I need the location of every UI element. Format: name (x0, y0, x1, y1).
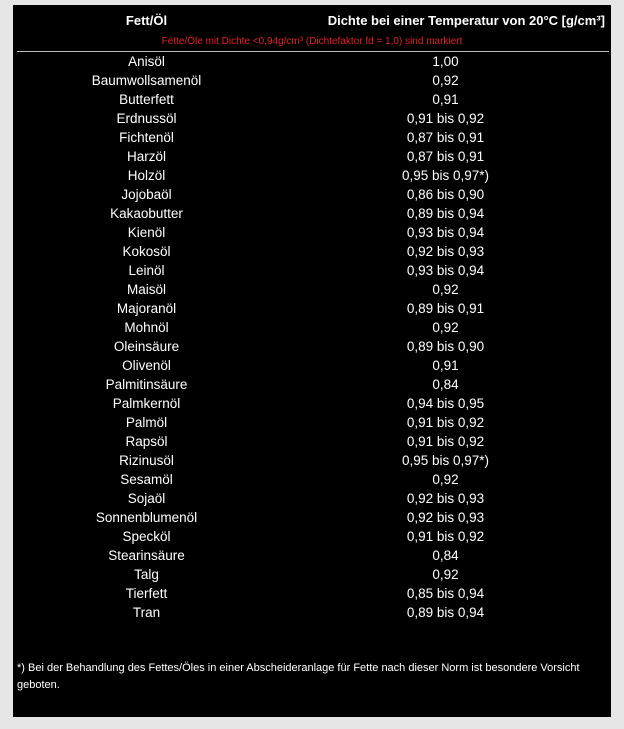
table-row (13, 52, 611, 71)
cell-density-value: 0,89 bis 0,90 (406, 339, 485, 354)
cell-fat-oil-name: Sonnenblumenöl (95, 510, 198, 525)
table-row (13, 584, 611, 603)
table-row (13, 508, 611, 527)
cell-fat-oil-name: Holzöl (127, 168, 166, 183)
table-row (13, 546, 611, 565)
cell-fat-oil-name: Fichtenöl (119, 130, 174, 145)
table-row (13, 242, 611, 261)
cell-density-value: 0,92 bis 0,93 (406, 510, 485, 525)
cell-density-value: 0,91 (432, 358, 459, 373)
cell-fat-oil-name: Maisöl (126, 282, 166, 297)
table-row (13, 128, 611, 147)
cell-fat-oil-name: Erdnussöl (116, 111, 177, 126)
table-row (13, 109, 611, 128)
cell-density-value: 0,92 (432, 73, 459, 88)
cell-fat-oil-name: Palmöl (125, 415, 168, 430)
cell-fat-oil-name: Olivenöl (122, 358, 171, 373)
cell-density-value: 0,89 bis 0,94 (406, 605, 485, 620)
table-row (13, 413, 611, 432)
table-row (13, 432, 611, 451)
cell-density-value: 0,91 bis 0,92 (406, 434, 485, 449)
cell-density-value: 1,00 (432, 54, 459, 69)
table-row (13, 166, 611, 185)
table-row (13, 394, 611, 413)
cell-density-value: 0,92 bis 0,93 (406, 491, 485, 506)
cell-density-value: 0,92 bis 0,93 (406, 244, 485, 259)
cell-fat-oil-name: Specköl (122, 529, 171, 544)
cell-fat-oil-name: Stearinsäure (108, 548, 185, 563)
cell-density-value: 0,92 (432, 282, 459, 297)
footnote: *) Bei der Behandlung des Fettes/Öles in einer Abscheideranlage für Fette nach dieser Norm ist besondere Vorsicht geboten. (17, 662, 580, 691)
cell-fat-oil-name: Baumwollsamenöl (91, 73, 202, 88)
cell-fat-oil-name: Kakaobutter (110, 206, 183, 221)
table-body (13, 52, 611, 622)
cell-fat-oil-name: Anisöl (128, 54, 165, 69)
cell-fat-oil-name: Palmkernöl (112, 396, 181, 411)
table-row (13, 299, 611, 318)
cell-fat-oil-name: Tran (132, 605, 161, 620)
table-row (13, 565, 611, 584)
cell-fat-oil-name: Sojaöl (127, 491, 166, 506)
table-row (13, 204, 611, 223)
cell-density-value: 0,95 bis 0,97*) (401, 453, 490, 468)
cell-density-value: 0,89 bis 0,91 (406, 301, 485, 316)
cell-density-value: 0,91 bis 0,92 (406, 415, 485, 430)
table-row (13, 603, 611, 622)
cell-density-value: 0,87 bis 0,91 (406, 130, 485, 145)
table-row (13, 318, 611, 337)
table-row (13, 223, 611, 242)
cell-density-value: 0,91 bis 0,92 (406, 111, 485, 126)
table-row (13, 280, 611, 299)
table-row (13, 185, 611, 204)
cell-fat-oil-name: Tierfett (125, 586, 168, 601)
cell-fat-oil-name: Talg (134, 567, 159, 582)
cell-density-value: 0,93 bis 0,94 (406, 225, 485, 240)
cell-density-value: 0,93 bis 0,94 (406, 263, 485, 278)
cell-density-value: 0,91 bis 0,92 (406, 529, 485, 544)
column-header-fat-oil: Fett/Öl (125, 13, 168, 28)
table-row (13, 489, 611, 508)
cell-density-value: 0,84 (432, 548, 459, 563)
table-row (13, 527, 611, 546)
cell-fat-oil-name: Majoranöl (116, 301, 177, 316)
cell-fat-oil-name: Palmitinsäure (105, 377, 188, 392)
cell-fat-oil-name: Butterfett (119, 92, 174, 107)
cell-density-value: 0,91 (432, 92, 459, 107)
cell-density-value: 0,86 bis 0,90 (406, 187, 485, 202)
cell-density-value: 0,92 (432, 567, 459, 582)
cell-fat-oil-name: Kienöl (127, 225, 166, 240)
cell-density-value: 0,92 (432, 320, 459, 335)
marking-note: Fette/Öle mit Dichte <0,94g/cm³ (Dichtefaktor fd = 1,0) sind markiert (161, 36, 463, 47)
cell-fat-oil-name: Jojobaöl (121, 187, 172, 202)
cell-density-value: 0,94 bis 0,95 (406, 396, 485, 411)
cell-fat-oil-name: Rizinusöl (119, 453, 174, 468)
cell-fat-oil-name: Rapsöl (125, 434, 168, 449)
cell-density-value: 0,89 bis 0,94 (406, 206, 485, 221)
cell-density-value: 0,92 (432, 472, 459, 487)
cell-fat-oil-name: Oleinsäure (113, 339, 180, 354)
table-row (13, 71, 611, 90)
table-header (13, 13, 611, 33)
table-row (13, 356, 611, 375)
table-row (13, 375, 611, 394)
table-row (13, 470, 611, 489)
density-table-panel (13, 5, 611, 717)
cell-fat-oil-name: Mohnöl (124, 320, 169, 335)
cell-fat-oil-name: Kokosöl (122, 244, 171, 259)
cell-density-value: 0,85 bis 0,94 (406, 586, 485, 601)
cell-density-value: 0,87 bis 0,91 (406, 149, 485, 164)
table-row (13, 90, 611, 109)
cell-fat-oil-name: Sesamöl (120, 472, 173, 487)
cell-fat-oil-name: Leinöl (128, 263, 165, 278)
table-row (13, 147, 611, 166)
column-header-density: Dichte bei einer Temperatur von 20°C [g/cm³] (327, 13, 605, 28)
table-row (13, 451, 611, 470)
cell-density-value: 0,84 (432, 377, 459, 392)
cell-fat-oil-name: Harzöl (126, 149, 166, 164)
table-row (13, 337, 611, 356)
table-row (13, 261, 611, 280)
cell-density-value: 0,95 bis 0,97*) (401, 168, 490, 183)
